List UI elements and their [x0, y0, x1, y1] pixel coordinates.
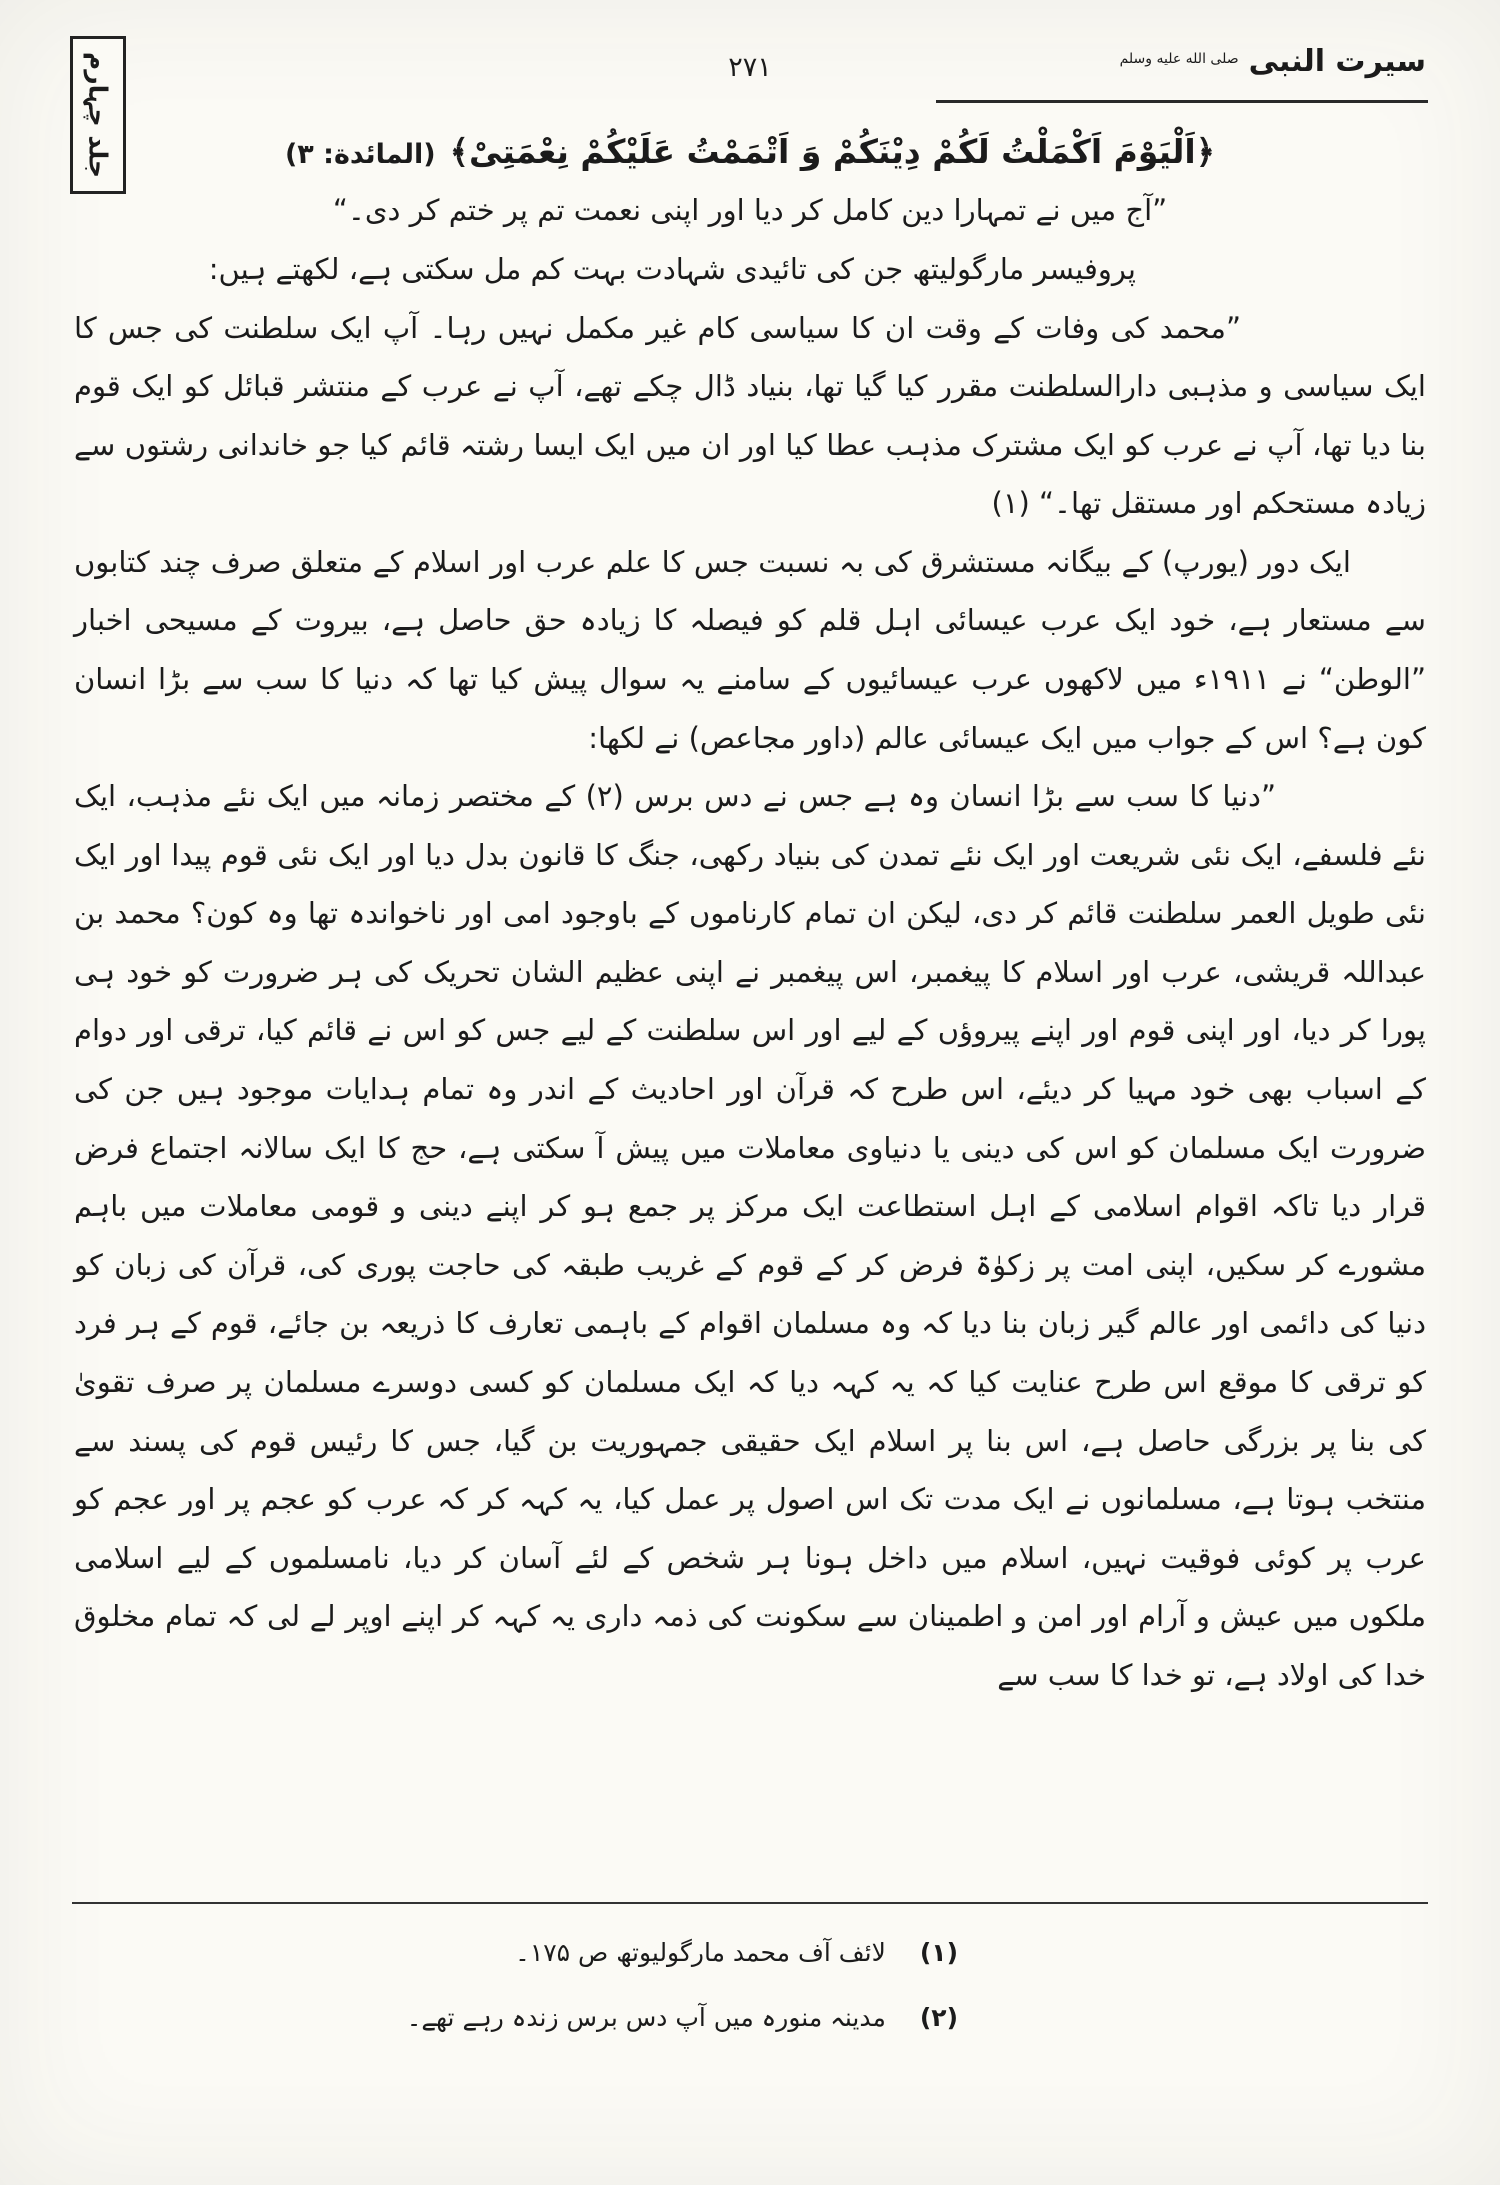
christian-scholar-quote: ”دنیا کا سب سے بڑا انسان وہ ہے جس نے دس برس (۲) کے مختصر زمانہ میں ایک نئے مذہب، ایک نئے فلسفے، ایک نئی شریعت اور ایک نئے تمدن کی بنیاد رکھی، جنگ کا قانون بدل دیا اور ایک نئی قوم پیدا اور ایک نئی طویل العمر سلطنت قائم کر دی، لیکن ان تمام کارناموں کے باوجود امی اور ناخواندہ تھا وہ کون؟ محمد بن عبداللہ قریشی، عرب اور اسلام کا پیغمبر، اس پیغمبر نے اپنی عظیم الشان تحریک کی ہر ضرورت کو خود ہی پورا کر دیا، اور اپنی قوم اور اپنے پیروؤں کے لیے اور اس سلطنت کے لیے جس کو اس نے قائم کیا، ترقی اور دوام کے اسباب بھی خود مہیا کر دیئے، اس طرح کہ قرآن اور احادیث کے اندر وہ تمام ہدایات موجود ہیں جن کی ضرورت ایک مسلمان کو اس کی دینی یا دنیاوی معاملات میں پیش آ سکتی ہے، حج کا ایک سالانہ اجتماع فرض قرار دیا تاکہ اقوام اسلامی کے اہل استطاعت ایک مرکز پر جمع ہو کر اپنے دینی و قومی معاملات میں باہم مشورے کر سکیں، اپنی امت پر زکوٰۃ فرض کر کے قوم کے غریب طبقہ کی حاجت پوری کی، قرآن کی زبان کو دنیا کی دائمی اور عالم گیر زبان بنا دیا کہ وہ مسلمان اقوام کے باہمی تعارف کا ذریعہ بن جائے، قوم کے ہر فرد کو ترقی کا موقع اس طرح عنایت کیا کہ یہ کہہ دیا کہ ایک مسلمان کو کسی دوسرے مسلمان پر صرف تقویٰ کی بنا پر بزرگی حاصل ہے، اس بنا پر اسلام ایک حقیقی جمہوریت بن گیا، جس کا رئیس قوم کی پسند سے منتخب ہوتا ہے، مسلمانوں نے ایک مدت تک اس اصول پر عمل کیا، یہ کہہ کر کہ عرب کو عجم پر اور عجم کو عرب پر کوئی فوقیت نہیں، اسلام میں داخل ہونا ہر شخص کے لئے آسان کر دیا، نامسلموں کے لیے اسلامی ملکوں میں عیش و آرام اور امن و اطمینان سے سکونت کی ذمہ داری یہ کہہ کر اپنے اوپر لے لی کہ تمام مخلوق خدا کی اولاد ہے، تو خدا کا سب سے	[74, 779, 1426, 1692]
book-title-text: سیرت النبی	[1248, 44, 1426, 79]
honorific-text: صلى الله عليه وسلم	[1119, 51, 1239, 67]
footnote-1	[74, 1932, 1426, 1975]
paragraph-orientalist: ایک دور (یورپ) کے بیگانہ مستشرق کی بہ نسبت جس کا علم عرب اور اسلام کے متعلق صرف چند کتابوں سے مستعار ہے، خود ایک عرب عیسائی اہل قلم کو فیصلہ کا زیادہ حق حاصل ہے، بیروت کے مسیحی اخبار ”الوطن“ نے ۱۹۱۱ء میں لاکھوں عرب عیسائیوں کے سامنے یہ سوال پیش کیا تھا کہ دنیا کا سب سے بڑا انسان کون ہے؟ اس کے جواب میں ایک عیسائی عالم (داور مجاعص) نے لکھا:	[74, 544, 1426, 755]
page-content	[74, 122, 1426, 1704]
page-number: ۲۷۱	[728, 52, 772, 83]
header-rule	[936, 100, 1428, 103]
footnote-1-text: لائف آف محمد مارگولیوتھ ص ۱۷۵۔	[515, 1938, 886, 1967]
quran-verse-reference: (المائدة: ۳)	[284, 139, 436, 170]
verse-translation: ”آج میں نے تمہارا دین کامل کر دیا اور اپنی نعمت تم پر ختم کر دی۔“	[332, 193, 1168, 228]
footnote-2	[74, 1997, 1426, 2040]
footnote-separator	[72, 1902, 1428, 1904]
quran-verse	[74, 122, 1426, 181]
volume-label: جلد چہارم	[83, 51, 113, 179]
footnote-2-text: مدینہ منورہ میں آپ دس برس زندہ رہے تھے۔	[406, 2002, 886, 2032]
margoliouth-quote: ”محمد کی وفات کے وقت ان کا سیاسی کام غیر مکمل نہیں رہا۔ آپ ایک سلطنت کی جس کا ایک سیاسی و مذہبی دارالسلطنت مقرر کیا گیا تھا، بنیاد ڈال چکے تھے، آپ نے عرب کے منتشر قبائل کو ایک قوم بنا دیا تھا، آپ نے عرب کو ایک مشترک مذہب عطا کیا اور ان میں ایک ایسا رشتہ قائم کیا جو خاندانی رشتوں سے زیادہ مستحکم اور مستقل تھا۔“ (۱)	[74, 310, 1426, 521]
quran-verse-text: ﴿اَلْیَوْمَ اَکْمَلْتُ لَکُمْ دِیْنَکُمْ وَ اَتْمَمْتُ عَلَیْکُمْ نِعْمَتِیْ﴾	[449, 132, 1216, 171]
footnote-1-marker: (۱)	[919, 1938, 958, 1967]
intro-line: پروفیسر مارگولیتھ جن کی تائیدی شہادت بہت کم مل سکتی ہے، لکھتے ہیں:	[208, 251, 1136, 286]
footnote-2-marker: (۲)	[919, 2002, 958, 2032]
footnotes	[74, 1932, 1426, 2061]
